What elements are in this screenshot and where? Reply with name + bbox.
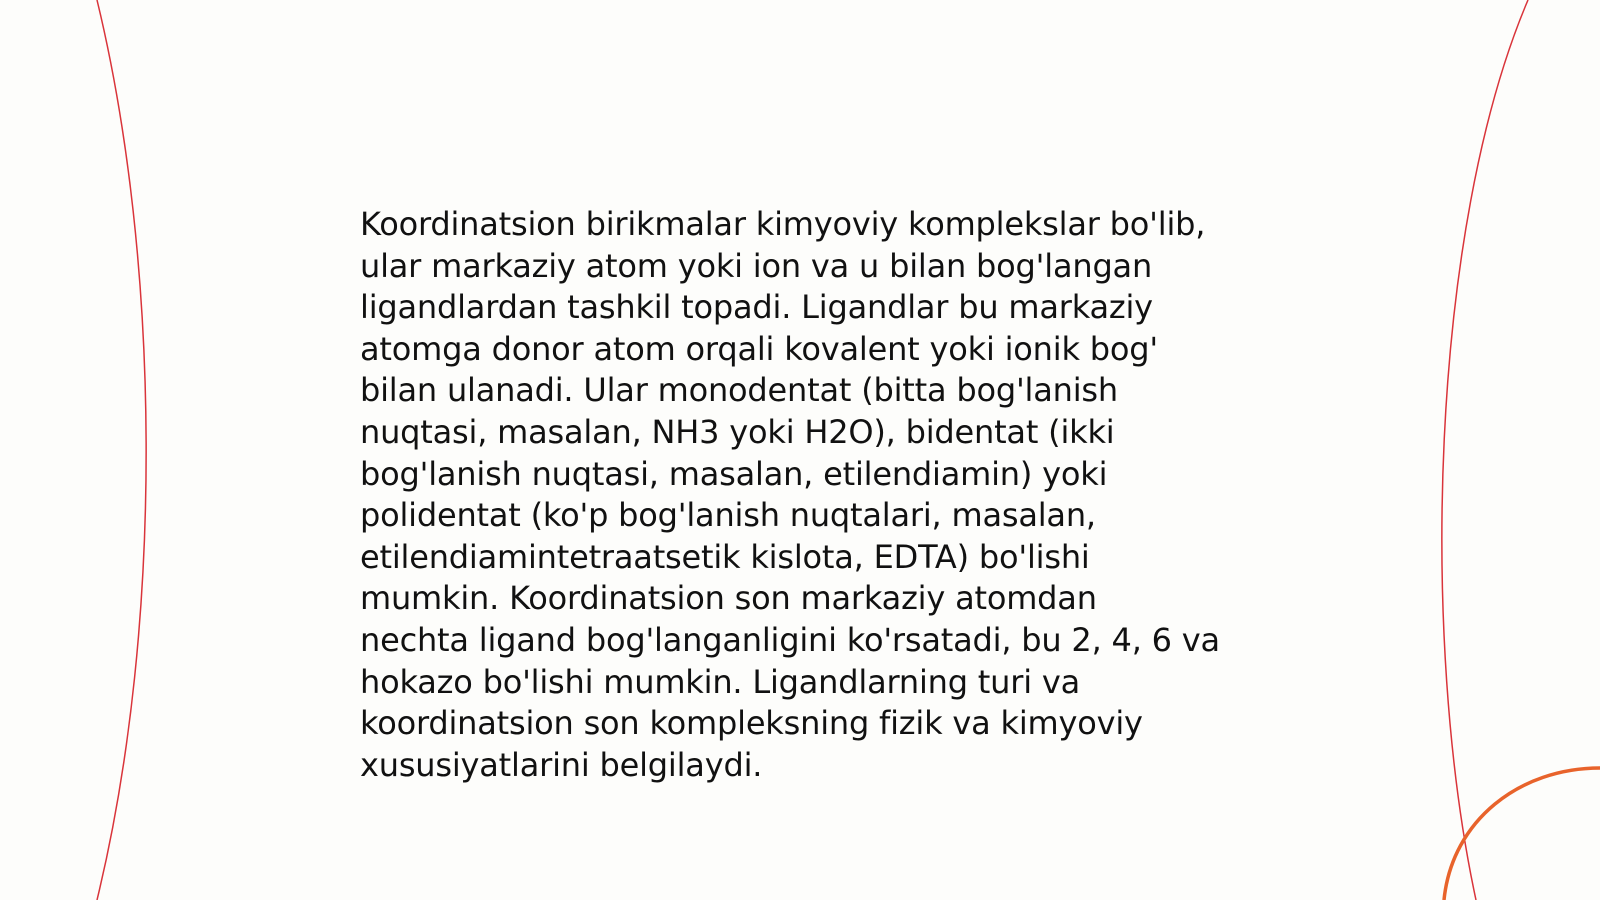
body-line: polidentat (ko'p bog'lanish nuqtalari, masalan, [360,496,1096,535]
body-line: mumkin. Koordinatsion son markaziy atomdan [360,579,1097,618]
body-line: etilendiamintetraatsetik kislota, EDTA) bo'lishi [360,537,1090,576]
body-line: atomga donor atom orqali kovalent yoki ionik bog' [360,329,1158,368]
body-line: nuqtasi, masalan, NH3 yoki H2O), bidentat (ikki [360,412,1115,451]
body-line: ligandlardan tashkil topadi. Ligandlar bu markaziy [360,288,1153,327]
bottom-right-orange-arc [1444,768,1600,900]
body-line: xususiyatlarini belgilaydi. [360,745,763,784]
body-line: hokazo bo'lishi mumkin. Ligandlarning turi va [360,662,1081,701]
body-line: koordinatsion son kompleksning fizik va kimyoviy [360,704,1143,743]
body-line: Koordinatsion birikmalar kimyoviy komplekslar bo'lib, [360,205,1206,243]
right-decorative-curve [1442,0,1528,900]
body-line: ular markaziy atom yoki ion va u bilan bog'langan [360,246,1153,285]
slide-body-text [360,204,1240,786]
body-line: bilan ulanadi. Ular monodentat (bitta bog'lanish [360,371,1118,410]
left-decorative-curve [97,0,146,900]
body-line: nechta ligand bog'langanligini ko'rsatadi, bu 2, 4, 6 va [360,620,1220,659]
body-line: bog'lanish nuqtasi, masalan, etilendiamin) yoki [360,454,1108,493]
